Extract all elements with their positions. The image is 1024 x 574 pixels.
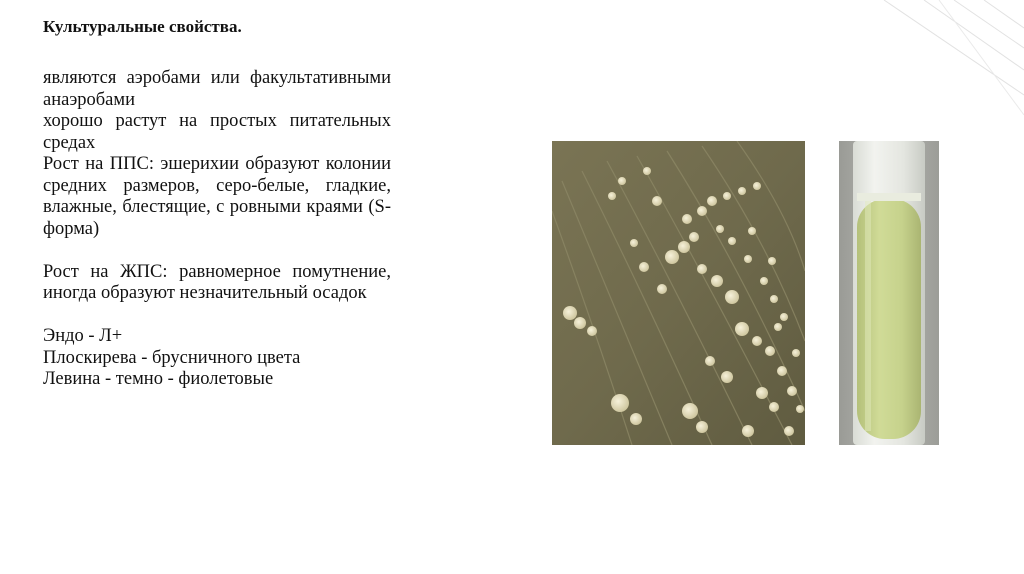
colony bbox=[652, 196, 662, 206]
colony bbox=[608, 192, 616, 200]
colony bbox=[716, 225, 724, 233]
colony bbox=[682, 214, 692, 224]
colony bbox=[777, 366, 787, 376]
colony bbox=[574, 317, 586, 329]
colony bbox=[723, 192, 731, 200]
colony bbox=[618, 177, 626, 185]
colony bbox=[697, 206, 707, 216]
colony bbox=[780, 313, 788, 321]
colony bbox=[765, 346, 775, 356]
colony bbox=[774, 323, 782, 331]
colony bbox=[665, 250, 679, 264]
paragraph-simple-media: хорошо растут на простых питательных средах bbox=[43, 111, 391, 153]
text-content bbox=[43, 16, 391, 391]
colony bbox=[748, 227, 756, 235]
colony bbox=[768, 257, 776, 265]
paragraph-aerobes: являются аэробами или факультативными анаэробами bbox=[43, 68, 391, 110]
colony bbox=[784, 426, 794, 436]
colony bbox=[707, 196, 717, 206]
colony bbox=[563, 306, 577, 320]
colony bbox=[744, 255, 752, 263]
paragraph-endo: Эндо - Л+ bbox=[43, 326, 123, 346]
colony bbox=[753, 182, 761, 190]
colony bbox=[735, 322, 749, 336]
colony bbox=[787, 386, 797, 396]
colony bbox=[792, 349, 800, 357]
colony bbox=[752, 336, 762, 346]
colony bbox=[711, 275, 723, 287]
colony bbox=[639, 262, 649, 272]
colony bbox=[657, 284, 667, 294]
colony bbox=[725, 290, 739, 304]
paragraph-ploskirev: Плоскирева - брусничного цвета bbox=[43, 347, 301, 368]
colony bbox=[678, 241, 690, 253]
slide-title: Культуральные свойства. bbox=[43, 17, 242, 36]
colony bbox=[756, 387, 768, 399]
paragraph-pps-growth: Рост на ППС: эшерихии образуют колонии средних размеров, серо-белые, гладкие, влажные, блестящие, с ровными краями (S-форма) bbox=[43, 154, 391, 239]
colony bbox=[630, 413, 642, 425]
colony bbox=[682, 403, 698, 419]
colony bbox=[770, 295, 778, 303]
paragraph-zhps-growth: Рост на ЖПС: равномерное помутнение, иногда образуют незначительный осадок bbox=[43, 261, 391, 303]
colony bbox=[769, 402, 779, 412]
colony bbox=[721, 371, 733, 383]
colony bbox=[689, 232, 699, 242]
colony bbox=[738, 187, 746, 195]
colony bbox=[760, 277, 768, 285]
colony bbox=[705, 356, 715, 366]
colony bbox=[728, 237, 736, 245]
colony bbox=[696, 421, 708, 433]
agar-plate-photo bbox=[552, 141, 805, 445]
colony bbox=[587, 326, 597, 336]
colony bbox=[796, 405, 804, 413]
colony bbox=[697, 264, 707, 274]
test-tube-photo bbox=[839, 141, 939, 445]
colony bbox=[742, 425, 754, 437]
colony bbox=[643, 167, 651, 175]
corner-decoration bbox=[844, 0, 1024, 120]
colony bbox=[630, 239, 638, 247]
colony bbox=[611, 394, 629, 412]
paragraph-levin: Левина - темно - фиолетовые bbox=[43, 369, 274, 389]
